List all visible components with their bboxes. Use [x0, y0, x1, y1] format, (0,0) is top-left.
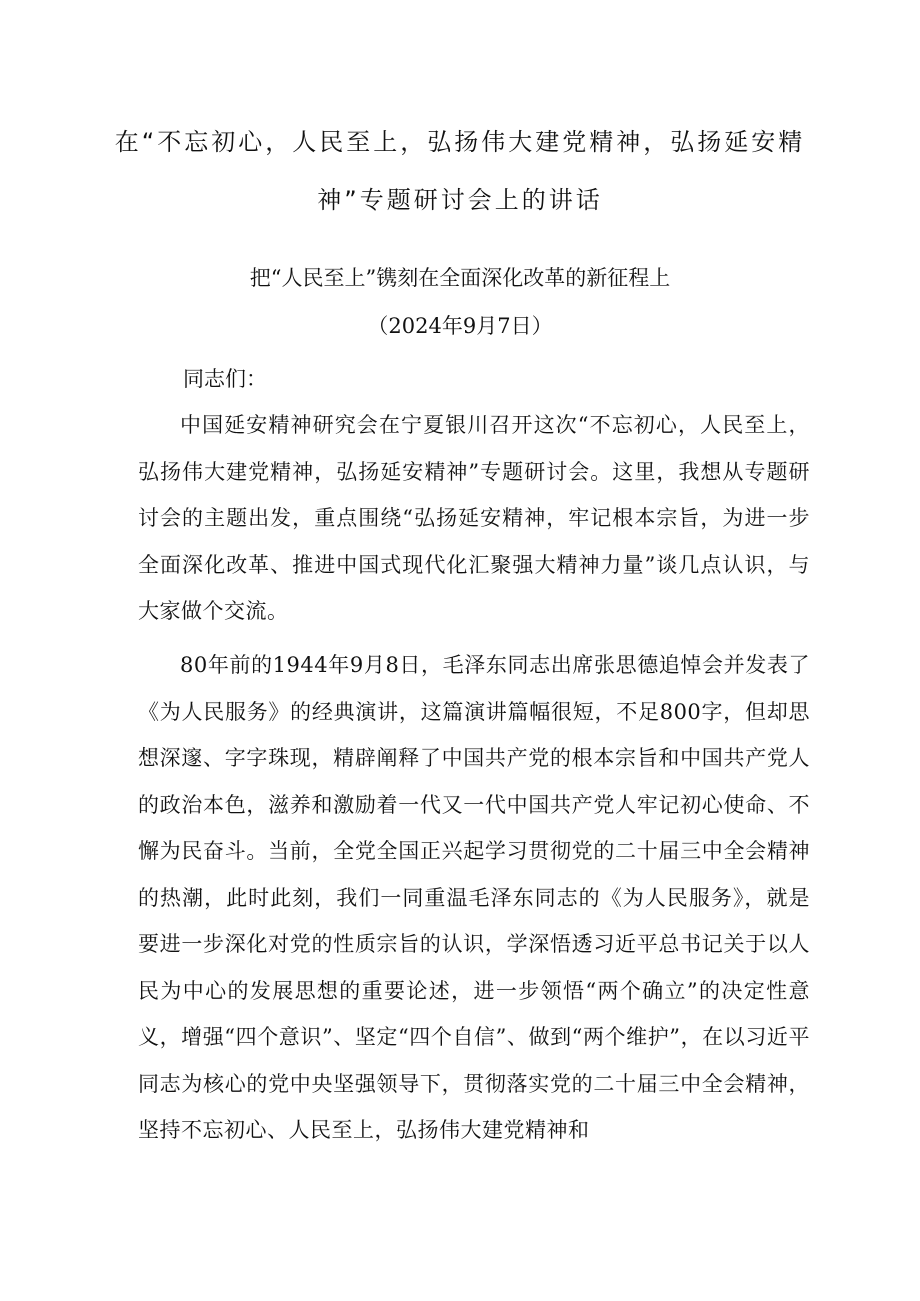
body-paragraph-2: 80年前的1944年9月8日，毛泽东同志出席张思德追悼会并发表了《为人民服务》的经典演讲，这篇演讲篇幅很短，不足800字，但却思想深邃、字字珠现，精辟阐释了中国共产党的根本宗旨和中国共产党人的政治本色，滋养和激励着一代又一代中国共产党人牢记初心使命、不懈为民奋斗。当前，全党全国正兴起学习贯彻党的二十届三中全会精神的热潮，此时此刻，我们一同重温毛泽东同志的《为人民服务》，就是要进一步深化对党的性质宗旨的认识，学深悟透习近平总书记关于以人民为中心的发展思想的重要论述，进一步领悟“两个确立”的决定性意义，增强“四个意识”、坚定“四个自信”、做到“两个维护”，在以习近平同志为核心的党中央坚强领导下，贯彻落实党的二十届三中全会精神，坚持不忘初心、人民至上，弘扬伟大建党精神和 — [138, 653, 810, 1142]
body-paragraph-1: 中国延安精神研究会在宁夏银川召开这次“不忘初心，人民至上，弘扬伟大建党精神，弘扬延安精神”专题研讨会。这里，我想从专题研讨会的主题出发，重点围绕“弘扬延安精神，牢记根本宗旨，为进一步全面深化改革、推进中国式现代化汇聚强大精神力量”谈几点认识，与大家做个交流。 — [138, 413, 810, 623]
document-title-line-1: 在“不忘初心，人民至上，弘扬伟大建党精神，弘扬延安精 — [114, 128, 806, 156]
document-subtitle: 把“人民至上”镌刻在全面深化改革的新征程上 — [249, 266, 671, 290]
document-title-line-2: 神”专题研讨会上的讲话 — [317, 186, 603, 214]
salutation: 同志们： — [183, 367, 267, 391]
document-date: （2024年9月7日） — [367, 314, 553, 338]
